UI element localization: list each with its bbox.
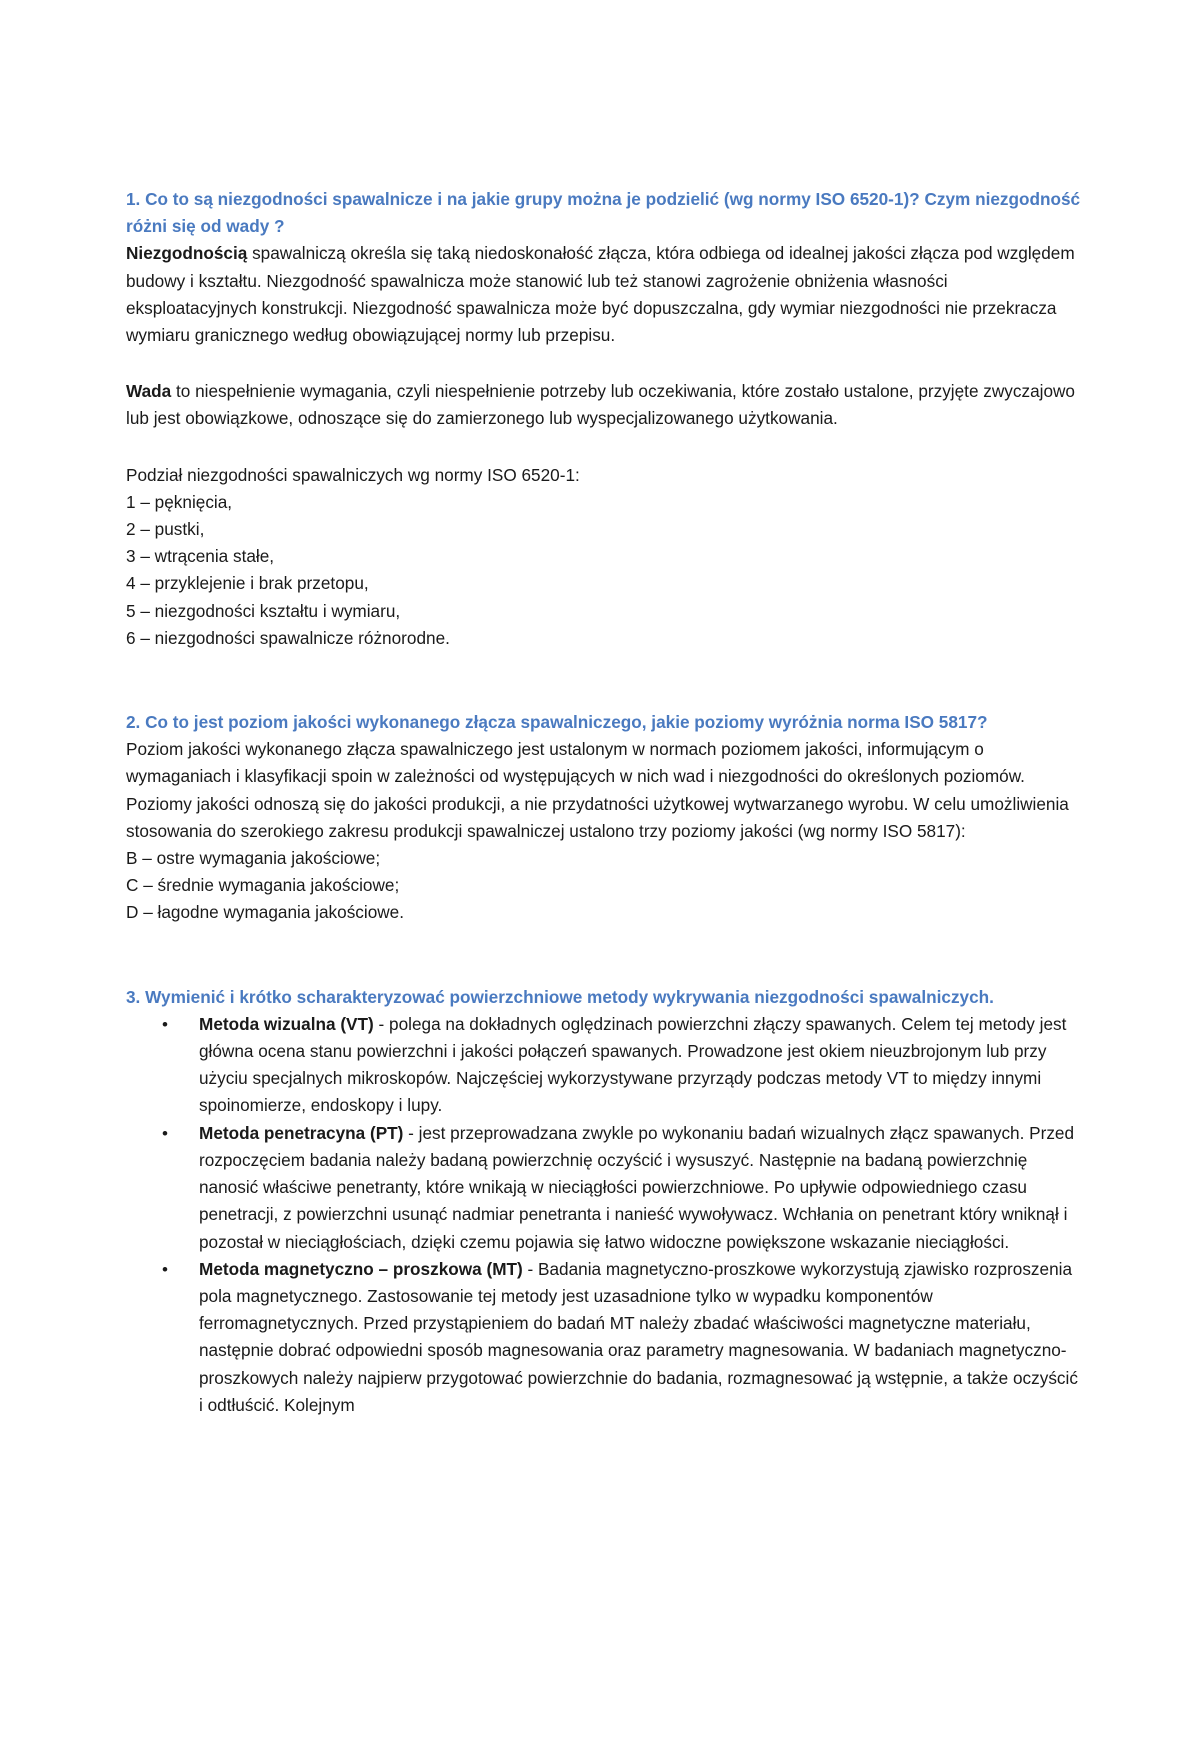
method-name: Metoda penetracyna (PT) [199,1122,404,1143]
quality-level-text: Poziom jakości wykonanego złącza spawalniczego jest ustalonym w normach poziomem jakości, informującym o wymaganiach i klasyfikacji spoin w zależności od występujących w nich wad i niezgodności do określonych poziomów. Poziomy jakości odnoszą się do jakości produkcji, a nie przydatności użytkowej wytwarzanego wyrobu. W celu umożliwienia stosowania do szerokiego zakresu produkcji spawalniczej ustalono trzy poziomy jakości (wg normy ISO 5817): [126,739,1069,841]
quality-levels-list [126,845,1081,927]
methods-list [126,1011,1081,1419]
nonconformity-groups-list [126,489,1081,652]
method-item-pt [162,1120,1081,1256]
bullet-icon: • [162,1014,168,1034]
bullet-icon: • [162,1123,168,1143]
method-name: Metoda wizualna (VT) [199,1013,374,1034]
list-item: 1 – pęknięcia, [126,491,233,512]
method-item-mt [162,1256,1081,1419]
list-item: B – ostre wymagania jakościowe; [126,848,381,869]
bullet-icon: • [162,1259,168,1279]
nonconformity-definition [126,240,1081,349]
method-description: - jest przeprowadzana zwykle po wykonaniu badań wizualnych złącz spawanych. Przed rozpoczęciem badania należy badaną powierzchnię oczyścić i wysuszyć. Następnie na badaną powierzchnię nanosić właściwe penetranty, które wnikają w nieciągłości powierzchniowe. Po upływie odpowiedniego czasu penetracji, z powierzchni usunąć nadmiar penetranta i nanieść wywoływacz. Wchłania on penetrant który wniknął i pozostał w nieciągłościach, dzięki czemu pojawia się łatwo widoczne powiększone wskazanie nieciągłości. [199,1122,1075,1252]
method-description: - Badania magnetyczno-proszkowe wykorzystują zjawisko rozproszenia pola magnetycznego. Zastosowanie tej metody jest uzasadnione tylko w wypadku komponentów ferromagnetycznych. Przed przystąpieniem do badań MT należy zbadać właściwości magnetyczne materiału, następnie dobrać odpowiedni sposób magnesowania oraz parametry magnesowania. W badaniach magnetyczno-proszkowych należy najpierw przygotować powierzchnie do badania, rozmagnesować ją wstępnie, a także oczyścić i odtłuścić. Kolejnym [199,1258,1078,1415]
definition-term: Niezgodnością [126,243,248,264]
definition-text: spawalniczą określa się taką niedoskonałość złącza, która odbiega od idealnej jakości złącza pod względem budowy i kształtu. Niezgodność spawalnicza może stanowić lub też stanowi zagrożenie obniżenia własności eksploatacyjnych konstrukcji. Niezgodność spawalnicza może być dopuszczalna, gdy wymiar niezgodności nie przekracza wymiaru granicznego według obowiązującej normy lub przepisu. [126,243,1075,346]
defect-text: to niespełnienie wymagania, czyli niespełnienie potrzeby lub oczekiwania, które zostało ustalone, przyjęte zwyczajowo lub jest obowiązkowe, odnoszące się do zamierzonego lub wyspecjalizowanego użytkowania. [126,381,1075,429]
method-description: - polega na dokładnych oględzinach powierzchni złączy spawanych. Celem tej metody jest główna ocena stanu powierzchni i jakości połączeń spawanych. Prowadzone jest okiem nieuzbrojonym lub przy użyciu specjalnych mikroskopów. Najczęściej wykorzystywane przyrządy podczas metody VT to między innymi spoinomierze, endoskopy i lupy. [199,1013,1067,1116]
list-item: C – średnie wymagania jakościowe; [126,875,400,896]
list-item: 2 – pustki, [126,519,205,540]
defect-term: Wada [126,381,172,402]
document-content [126,186,1081,1419]
question-1-heading: 1. Co to są niezgodności spawalnicze i na jakie grupy można je podzielić (wg normy ISO 6520-1)? Czym niezgodność różni się od wady ? [126,189,1081,237]
method-name: Metoda magnetyczno – proszkowa (MT) [199,1258,523,1279]
list-item: 6 – niezgodności spawalnicze różnorodne. [126,627,450,648]
question-2-heading: 2. Co to jest poziom jakości wykonanego złącza spawalniczego, jakie poziomy wyróżnia norma ISO 5817? [126,712,988,733]
division-title: Podział niezgodności spawalniczych wg normy ISO 6520-1: [126,464,580,485]
list-item: 3 – wtrącenia stałe, [126,546,275,567]
list-item: 5 – niezgodności kształtu i wymiaru, [126,600,401,621]
question-3-heading: 3. Wymienić i krótko scharakteryzować powierzchniowe metody wykrywania niezgodności spawalniczych. [126,986,994,1007]
list-item: 4 – przyklejenie i brak przetopu, [126,573,369,594]
list-item: D – łagodne wymagania jakościowe. [126,902,405,923]
method-item-vt [162,1011,1081,1120]
defect-definition [126,378,1081,432]
